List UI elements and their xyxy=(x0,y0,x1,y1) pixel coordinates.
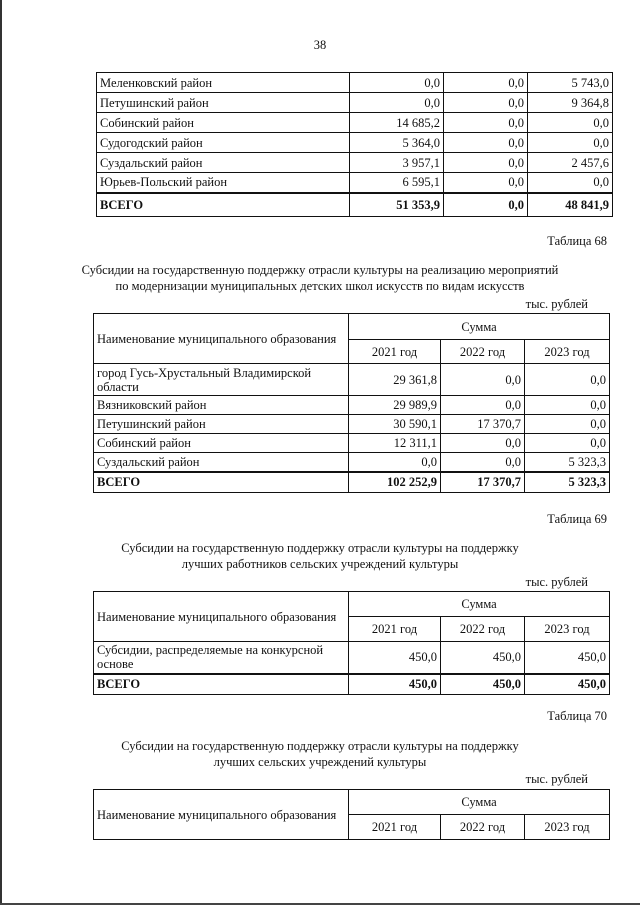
header-year-2023: 2023 год xyxy=(525,617,610,642)
table-70 xyxy=(93,789,610,840)
row-name: Судогодский район xyxy=(97,133,350,153)
cell-2023: 0,0 xyxy=(525,396,610,415)
header-name: Наименование муниципального образования xyxy=(94,592,349,642)
row-name: Суздальский район xyxy=(94,453,349,472)
cell-2023: 5 323,3 xyxy=(525,453,610,472)
cell-2023: 5 743,0 xyxy=(528,73,613,93)
table-68-caption xyxy=(0,262,640,294)
table-row xyxy=(97,93,613,113)
cell-2022: 0,0 xyxy=(444,133,528,153)
cell-2022: 0,0 xyxy=(441,364,525,396)
header-year-2023: 2023 год xyxy=(525,340,610,364)
cell-2023: 0,0 xyxy=(525,364,610,396)
total-row xyxy=(94,674,610,695)
row-name: Петушинский район xyxy=(94,415,349,434)
row-name: Петушинский район xyxy=(97,93,350,113)
cell-2022: 0,0 xyxy=(444,73,528,93)
row-name: Собинский район xyxy=(97,113,350,133)
cell-2021: 30 590,1 xyxy=(349,415,441,434)
cell-2023: 2 457,6 xyxy=(528,153,613,173)
total-row xyxy=(94,472,610,493)
header-row xyxy=(94,790,610,815)
table-69-caption xyxy=(0,540,640,572)
table-row xyxy=(97,173,613,193)
total-2022: 450,0 xyxy=(441,674,525,695)
table-row xyxy=(94,453,610,472)
total-2022: 0,0 xyxy=(444,193,528,217)
cell-2023: 450,0 xyxy=(525,642,610,674)
table-row xyxy=(94,434,610,453)
header-row xyxy=(94,314,610,340)
table-69-label: Таблица 69 xyxy=(547,512,607,526)
total-2023: 48 841,9 xyxy=(528,193,613,217)
page-number: 38 xyxy=(313,38,327,52)
total-2023: 5 323,3 xyxy=(525,472,610,493)
header-name: Наименование муниципального образования xyxy=(94,314,349,364)
cell-2023: 0,0 xyxy=(528,113,613,133)
header-year-2021: 2021 год xyxy=(349,617,441,642)
row-name: Юрьев-Польский район xyxy=(97,173,350,193)
cell-2021: 29 361,8 xyxy=(349,364,441,396)
header-year-2022: 2022 год xyxy=(441,617,525,642)
cell-2023: 0,0 xyxy=(525,415,610,434)
total-label: ВСЕГО xyxy=(94,674,349,695)
caption-line: Субсидии на государственную поддержку отрасли культуры на поддержку xyxy=(121,739,519,753)
table-70-label: Таблица 70 xyxy=(547,709,607,723)
cell-2022: 450,0 xyxy=(441,642,525,674)
header-year-2021: 2021 год xyxy=(349,340,441,364)
cell-2021: 14 685,2 xyxy=(350,113,444,133)
table-70-unit: тыс. рублей xyxy=(525,772,588,786)
cell-2023: 0,0 xyxy=(528,173,613,193)
row-name: Меленковский район xyxy=(97,73,350,93)
cell-2022: 0,0 xyxy=(444,173,528,193)
cell-2023: 9 364,8 xyxy=(528,93,613,113)
table-68-label: Таблица 68 xyxy=(547,234,607,248)
table-row xyxy=(94,415,610,434)
table-70-caption xyxy=(0,738,640,770)
row-name: город Гусь-Хрустальный Владимирской области xyxy=(94,364,349,396)
caption-line: Субсидии на государственную поддержку отрасли культуры на реализацию мероприятий xyxy=(81,263,559,277)
cell-2021: 0,0 xyxy=(350,93,444,113)
table-68 xyxy=(93,313,610,493)
table-row xyxy=(94,396,610,415)
table-69-unit: тыс. рублей xyxy=(525,575,588,589)
header-name: Наименование муниципального образования xyxy=(94,790,349,840)
table-row xyxy=(97,133,613,153)
table-69 xyxy=(93,591,610,695)
cell-2021: 0,0 xyxy=(350,73,444,93)
table-continuation xyxy=(96,72,613,217)
table-row xyxy=(97,73,613,93)
cell-2021: 6 595,1 xyxy=(350,173,444,193)
header-row xyxy=(94,592,610,617)
total-2021: 102 252,9 xyxy=(349,472,441,493)
header-year-2022: 2022 год xyxy=(441,815,525,840)
total-2021: 450,0 xyxy=(349,674,441,695)
caption-line: лучших работников сельских учреждений культуры xyxy=(181,557,459,571)
header-sum: Сумма xyxy=(349,314,610,340)
cell-2021: 450,0 xyxy=(349,642,441,674)
cell-2022: 0,0 xyxy=(444,113,528,133)
row-name: Собинский район xyxy=(94,434,349,453)
row-name: Субсидии, распределяемые на конкурсной основе xyxy=(94,642,349,674)
header-sum: Сумма xyxy=(349,790,610,815)
header-sum: Сумма xyxy=(349,592,610,617)
header-year-2023: 2023 год xyxy=(525,815,610,840)
table-row xyxy=(97,153,613,173)
cell-2022: 0,0 xyxy=(441,434,525,453)
cell-2021: 0,0 xyxy=(349,453,441,472)
cell-2021: 3 957,1 xyxy=(350,153,444,173)
cell-2022: 17 370,7 xyxy=(441,415,525,434)
cell-2021: 29 989,9 xyxy=(349,396,441,415)
total-row xyxy=(97,193,613,217)
total-2021: 51 353,9 xyxy=(350,193,444,217)
cell-2021: 5 364,0 xyxy=(350,133,444,153)
table-68-unit: тыс. рублей xyxy=(525,297,588,311)
header-year-2022: 2022 год xyxy=(441,340,525,364)
row-name: Суздальский район xyxy=(97,153,350,173)
total-2023: 450,0 xyxy=(525,674,610,695)
table-row xyxy=(94,364,610,396)
cell-2022: 0,0 xyxy=(444,153,528,173)
cell-2022: 0,0 xyxy=(441,396,525,415)
caption-line: по модернизации муниципальных детских школ искусств по видам искусств xyxy=(115,279,525,293)
header-year-2021: 2021 год xyxy=(349,815,441,840)
total-label: ВСЕГО xyxy=(94,472,349,493)
row-name: Вязниковский район xyxy=(94,396,349,415)
total-2022: 17 370,7 xyxy=(441,472,525,493)
table-row xyxy=(97,113,613,133)
cell-2023: 0,0 xyxy=(525,434,610,453)
caption-line: Субсидии на государственную поддержку отрасли культуры на поддержку xyxy=(121,541,519,555)
caption-line: лучших сельских учреждений культуры xyxy=(213,755,427,769)
table-row xyxy=(94,642,610,674)
cell-2023: 0,0 xyxy=(528,133,613,153)
cell-2022: 0,0 xyxy=(444,93,528,113)
cell-2022: 0,0 xyxy=(441,453,525,472)
cell-2021: 12 311,1 xyxy=(349,434,441,453)
total-label: ВСЕГО xyxy=(97,193,350,217)
